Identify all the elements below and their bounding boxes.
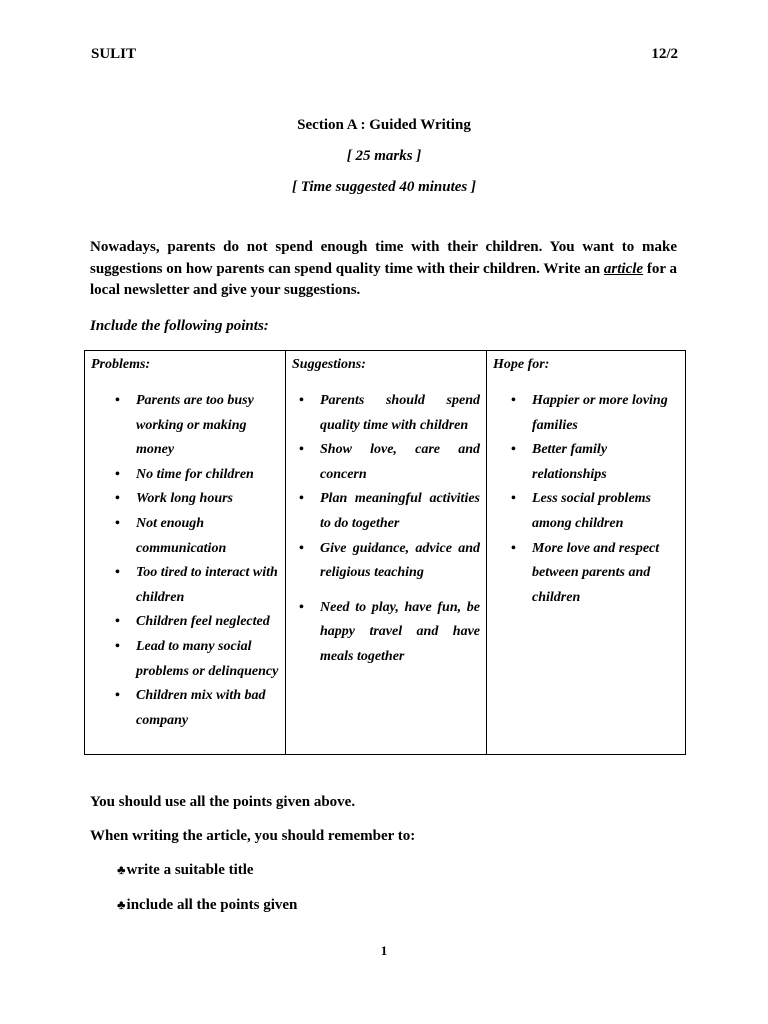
bullet-icon: • bbox=[115, 688, 120, 704]
section-marks: [ 25 marks ] bbox=[346, 148, 422, 164]
bullet-icon: • bbox=[115, 638, 120, 654]
problems-heading: Problems: bbox=[91, 357, 151, 372]
bullet-icon: • bbox=[511, 540, 516, 556]
list-item: • Lead to many social problems or delinquency bbox=[136, 635, 279, 684]
bullet-icon: • bbox=[511, 393, 516, 408]
list-item: • Too tired to interact with children bbox=[136, 561, 279, 610]
list-item: • Need to play, have fun, be happy travel and have meals together bbox=[320, 596, 480, 670]
intro-article-word: article bbox=[603, 260, 644, 277]
bullet-icon: • bbox=[299, 540, 304, 556]
list-item: • Better family relationships bbox=[532, 438, 679, 487]
suggestions-column bbox=[286, 351, 487, 755]
bullet-icon: • bbox=[115, 466, 120, 482]
bullet-icon: • bbox=[115, 565, 120, 581]
page-number: 1 bbox=[380, 943, 388, 958]
club-icon: ♣ bbox=[117, 897, 126, 912]
intro-text-end: for a local newsletter and give your suggestions. bbox=[90, 260, 677, 298]
list-item: • Children mix with bad company bbox=[136, 684, 279, 733]
bullet-icon: • bbox=[299, 442, 304, 458]
include-points-label: Include the following points: bbox=[90, 318, 269, 334]
list-item: • More love and respect between parents and children bbox=[532, 537, 679, 611]
points-table bbox=[84, 350, 686, 755]
bullet-icon: • bbox=[115, 393, 120, 408]
club-icon: ♣ bbox=[117, 862, 126, 877]
bullet-icon: • bbox=[299, 491, 304, 507]
bullet-icon: • bbox=[115, 515, 120, 531]
list-item: • Children feel neglected bbox=[136, 610, 279, 635]
list-item: • No time for children bbox=[136, 463, 279, 488]
problems-list bbox=[85, 389, 285, 733]
list-item: • Show love, care and concern bbox=[320, 438, 480, 487]
intro-text-start: Nowadays, parents do not spend enough time with their children. You want to make suggestions on how parents can spend quality time with their children. Write an bbox=[90, 239, 677, 277]
remember-note: When writing the article, you should remember to: bbox=[90, 828, 416, 844]
hope-column bbox=[487, 351, 686, 755]
problems-column bbox=[85, 351, 286, 755]
use-all-points-note: You should use all the points given above. bbox=[90, 794, 356, 810]
bullet-icon: • bbox=[115, 491, 120, 507]
list-item: • Work long hours bbox=[136, 487, 279, 512]
task-instructions bbox=[90, 237, 677, 302]
list-item: • Parents are too busy working or making money bbox=[136, 389, 279, 463]
suggestions-heading: Suggestions: bbox=[292, 357, 366, 372]
list-item: • Less social problems among children bbox=[532, 487, 679, 536]
section-time: [ Time suggested 40 minutes ] bbox=[291, 179, 477, 195]
hope-heading: Hope for: bbox=[493, 357, 550, 372]
list-item: • Give guidance, advice and religious teaching bbox=[320, 537, 480, 586]
reminder-item: ♣include all the points given bbox=[117, 897, 298, 913]
bullet-icon: • bbox=[511, 442, 516, 458]
suggestions-list bbox=[286, 389, 486, 670]
section-title: Section A : Guided Writing bbox=[297, 117, 471, 133]
header-paper-code: 12/2 bbox=[651, 46, 678, 62]
bullet-icon: • bbox=[299, 599, 304, 615]
header-sulit: SULIT bbox=[91, 46, 137, 62]
list-item: • Not enough communication bbox=[136, 512, 279, 561]
bullet-icon: • bbox=[115, 614, 120, 630]
bullet-icon: • bbox=[299, 393, 304, 408]
list-item: • Happier or more loving families bbox=[532, 389, 679, 438]
list-item: • Plan meaningful activities to do together bbox=[320, 487, 480, 536]
reminder-item: ♣write a suitable title bbox=[117, 862, 254, 878]
hope-list bbox=[487, 389, 685, 610]
bullet-icon: • bbox=[511, 491, 516, 507]
points-table-row bbox=[85, 351, 686, 755]
list-item: • Parents should spend quality time with children bbox=[320, 389, 480, 438]
